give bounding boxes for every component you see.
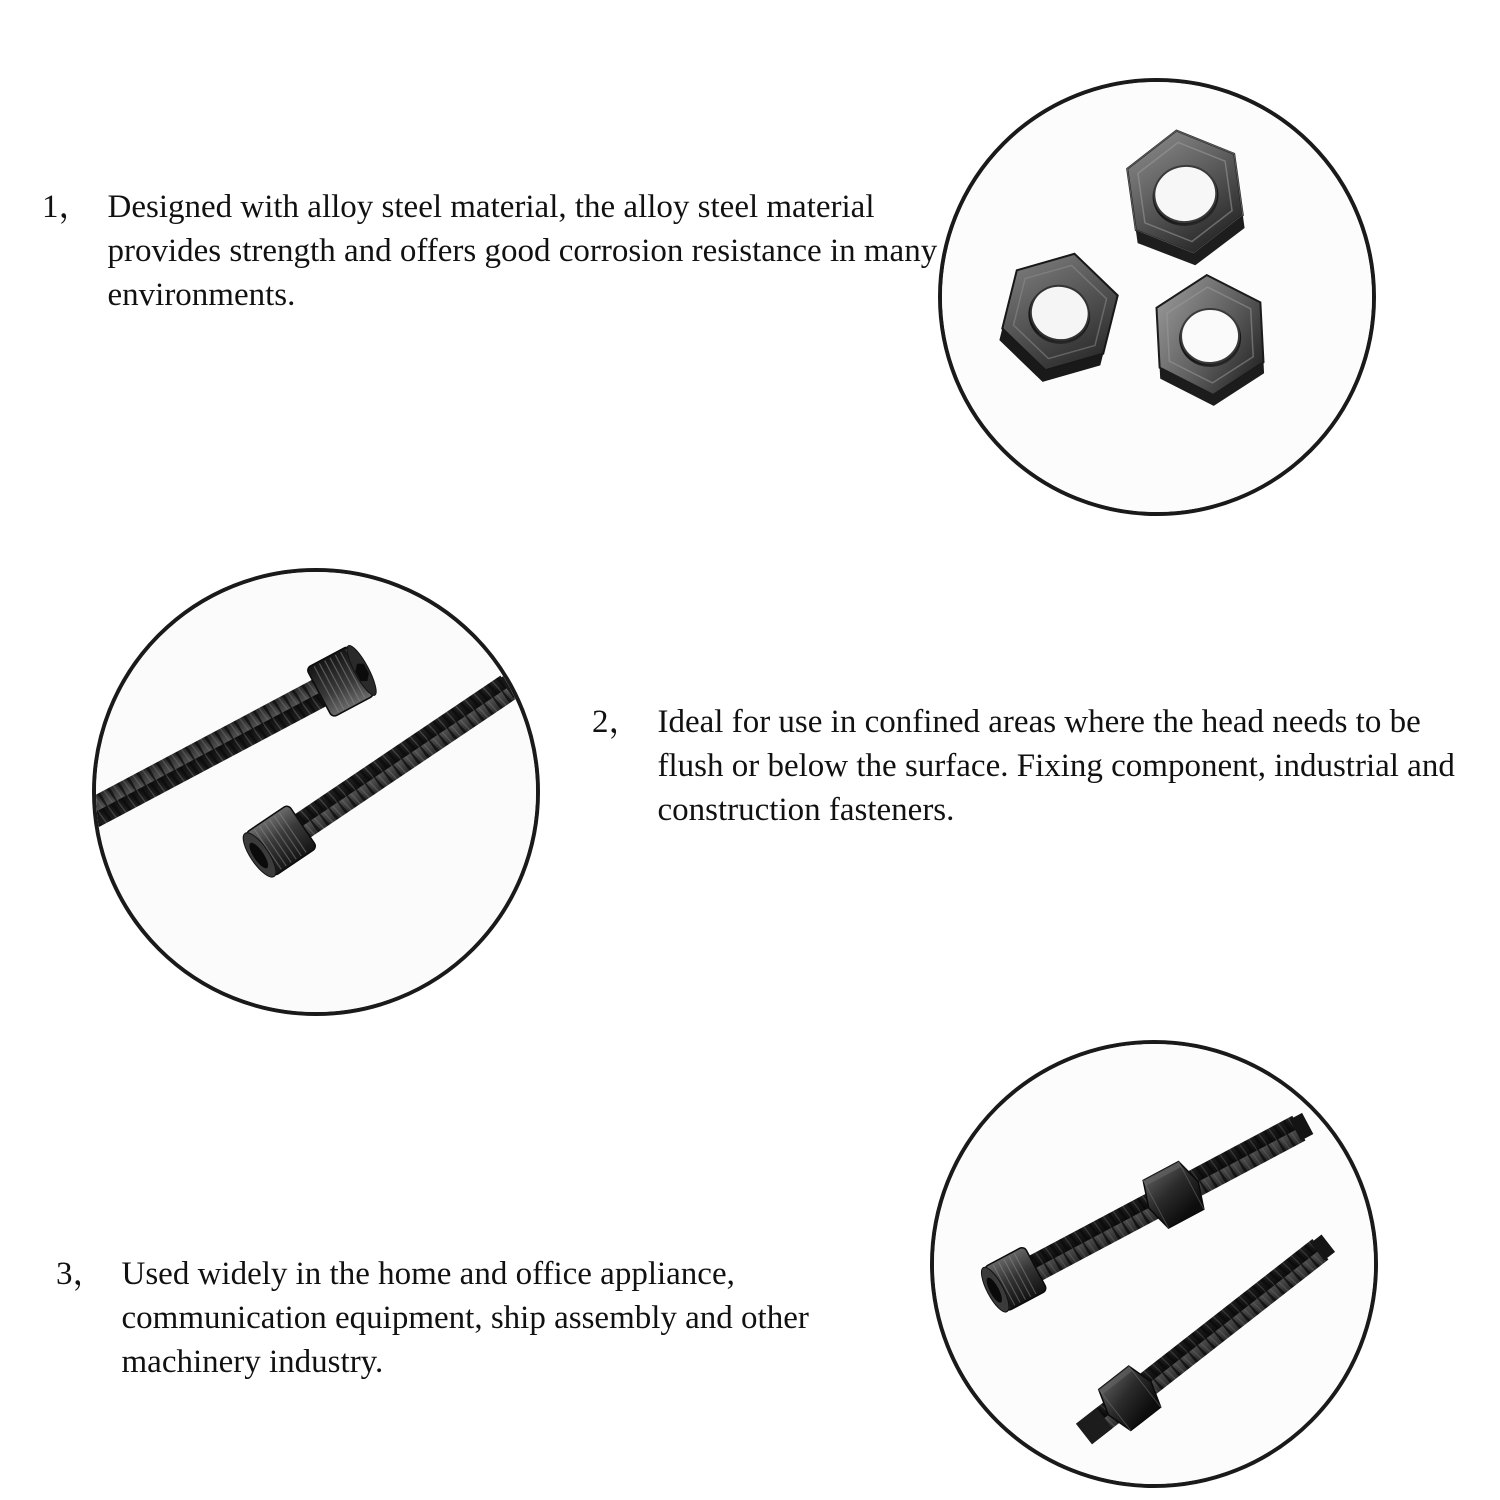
product-photo-assembly — [930, 1040, 1378, 1488]
feature-1-number: 1， — [42, 189, 92, 225]
feature-3-text: Used widely in the home and office appliance, communication equipment, ship assembly and other machinery industry. — [121, 1256, 809, 1380]
feature-3-number: 3， — [56, 1256, 106, 1292]
feature-item-3 — [56, 1252, 926, 1384]
product-photo-nuts — [938, 78, 1376, 516]
feature-item-1 — [42, 185, 942, 317]
feature-1-text: Designed with alloy steel material, the alloy steel material provides strength and offers good corrosion resistance in many environments. — [107, 189, 938, 313]
feature-2-text: Ideal for use in confined areas where the head needs to be flush or below the surface. Fixing component, industrial and construction fasteners. — [657, 704, 1455, 828]
feature-item-2 — [592, 700, 1472, 832]
product-photo-screws — [92, 568, 540, 1016]
feature-2-number: 2， — [592, 704, 642, 740]
